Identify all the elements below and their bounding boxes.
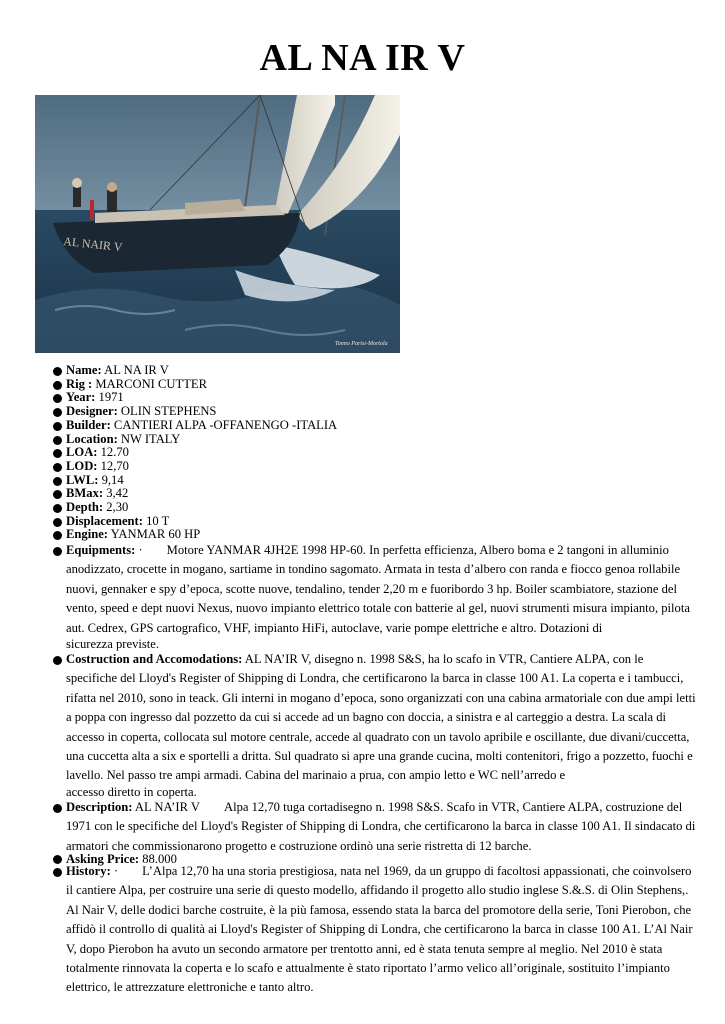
construction-paragraph: Costruction and Accomodations: AL NA’IR V, disegno n. 1998 S&S, ha lo scafo in VTR, Cantiere ALPA, con le specifiche del Lloyd's Register of Shipping di Londra, che certificarono la barca in classe 100 A1. La coperta e i tambucci, rifatta nel 2010, sono in teack. Gli interni in mogano d’epoca, sono organizzati con una cabina armatoriale con due ampi letti a poppa con ingresso dal pozzetto da cui si accede ad un bagno con doccia, a sinistra e al carteggio a destra. La scala di accesso in coperta, collocata sul motore centrale, accede al quadrato con un tavolo apribile e oscillante, due divani/cuccetta, una cuccetta alta a six e sportelli a dritta. Sul quadrato si apre una grande cucina, molti contenitori, frigo a pozzetto, fuochi e lavello. Nel passo tre ampi armadi. Cabina del marinaio a prua, con ampio letto e WC nell’arredo e <box>52 650 697 786</box>
bullet-icon <box>53 394 62 403</box>
spec-depth: Depth: 2,30 <box>52 501 692 515</box>
bullet-icon <box>53 477 62 486</box>
equipments-section <box>52 541 697 651</box>
bullet-icon <box>53 531 62 540</box>
bullet-icon <box>53 422 62 431</box>
spec-location: Location: NW ITALY <box>52 433 692 447</box>
bullet-icon <box>53 449 62 458</box>
bullet-icon <box>53 436 62 445</box>
spec-rig: Rig : MARCONI CUTTER <box>52 378 692 392</box>
bullet-icon <box>53 490 62 499</box>
spec-designer: Designer: OLIN STEPHENS <box>52 405 692 419</box>
sailboat-photo <box>35 95 400 353</box>
spec-name: Name: AL NA IR V <box>52 364 692 378</box>
bullet-icon <box>53 367 62 376</box>
bullet-icon <box>53 408 62 417</box>
history-section <box>52 862 697 998</box>
description-section <box>52 798 697 856</box>
equipments-paragraph: Equipments: · Motore YANMAR 4JH2E 1998 HP-60. In perfetta efficienza, Albero boma e 2 tangoni in alluminio anodizzato, crocette in mogano, sartiame in tondino sagomato. Armata in testa d’albero con randa e fiocco genoa rollabile nuovi, gennaker e spy d’epoca, scotte nuove, tendalino, tender 2,20 m e fuoribordo 3 hp. Boiler scambiatore, stazione del vento, speed e dept nuovi Nexus, nuovo impianto elettrico totale con batterie al gel, nuovi strumenti misura impianto, pilota aut. Cedrex, GPS cartografico, VHF, impianto HiFi, autoclave, varie pompe elettriche e altro. Dotazioni di <box>52 541 697 638</box>
bullet-icon <box>53 804 62 813</box>
asking-price: Asking Price: 88.000 <box>52 853 697 866</box>
photographer-watermark: Tonno Parisi-Mortola <box>335 341 388 347</box>
spec-engine: Engine: YANMAR 60 HP <box>52 528 692 542</box>
spec-list <box>52 364 692 542</box>
construction-last-line: accesso diretto in coperta. <box>66 784 197 799</box>
spec-bmax: BMax: 3,42 <box>52 487 692 501</box>
history-paragraph: History: · L’Alpa 12,70 ha una storia prestigiosa, nata nel 1969, da un gruppo di facoltosi appassionati, che coinvolsero il cantiere Alpa, per costruire una serie di questo modello, affidando il progetto allo studio inglese S.&.S. di Olin Stephens,. Al Nair V, delle dodici barche costruite, è la più famosa, essendo stata la barca del promotore della serie, Toni Pierobon, che affidò il controllo di qualità ai Lloyd's Register of Shipping di Londra, che certificarono la barca in classe 100 A1. L’Al Nair V, dopo Pierobon ha avuto un secondo armatore per trentotto anni, ed è stata tenuta sempre al meglio. Nel 2010 è stata totalmente rinnovata la coperta e lo scafo e attualmente è stato riportato l’armo velico all’originale, sostituito l’impianto elettrico, le attrezzature elettroniche e tanto altro. <box>52 862 697 998</box>
bullet-icon <box>53 547 62 556</box>
hull-lettering: AL NAIR V <box>62 234 124 255</box>
bullet-icon <box>53 504 62 513</box>
spec-year: Year: 1971 <box>52 391 692 405</box>
bullet-icon <box>53 463 62 472</box>
spec-displacement: Displacement: 10 T <box>52 515 692 529</box>
spec-lwl: LWL: 9,14 <box>52 474 692 488</box>
bullet-icon <box>53 518 62 527</box>
spec-loa: LOA: 12.70 <box>52 446 692 460</box>
bullet-icon <box>53 868 62 877</box>
equipments-last-line: sicurezza previste. <box>66 637 160 652</box>
construction-section <box>52 650 697 799</box>
description-paragraph: Description: AL NA’IR V Alpa 12,70 tuga cortadisegno n. 1998 S&S. Scafo in VTR, Cantiere ALPA, costruzione del 1971 con le specifiche del Lloyd's Register of Shipping di Londra, che certificarono la barca in classe 100 A1. Il sindacato di armatori che commissionarono progetto e costruzione ordinò una serie ristretta di 12 barche. <box>52 798 697 856</box>
bullet-icon <box>53 656 62 665</box>
page-title: AL NA IR V <box>259 37 466 79</box>
spec-builder: Builder: CANTIERI ALPA -OFFANENGO -ITALIA <box>52 419 692 433</box>
bullet-icon <box>53 381 62 390</box>
spec-lod: LOD: 12,70 <box>52 460 692 474</box>
